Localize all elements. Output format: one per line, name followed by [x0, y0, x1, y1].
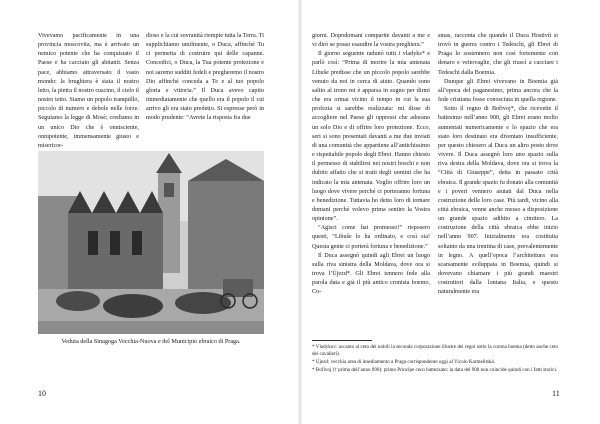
illustration-caption: Veduta della Sinagoga Vecchia-Nuova e del Municipio ebraico di Praga.	[61, 338, 241, 345]
paragraph: smas, racconta che quando il Duca Hostivít si trovò in guerra contro i Tedeschi, gli Ebrei di Praga lo sostennero non così fortemente con denaro e vettovaglie, che gli riuscì a cacciare i Tedeschi dalla Boemia.	[438, 33, 558, 76]
paragraph: Il giorno seguente radunò tutti i vladyks* e parlò così: “Prima di morire la mia antenata Libuše predisse che un piccolo popolo sarebbe venuto da noi in cerca di aiuto. Quando sono salito al trono mi è apparsa in sogno per dirmi che era ormai vicino il tempo in cui la sua profezia si sarebbe realizzata: mi disse di accogliere nel Paese gli oppressi che adorano un solo Dio e di offrire loro protezione. Ecco, seri si sono presentati davanti a me due inviati di una comunità che appartiene all’antichissimo e rispettabile popolo degli Ebrei. Hanno chiesto il permesso di stabilirsi nei nostri boschi e non dubito affatto che si tratti degli uomini che ha indicato la mia antenata. Voglio offrire loro un luogo dove vivere perché ci porteranno fortuna e benedizione. Tuttavia ho detto loro di tornare domani perché volevo prima sentire la Vostra opinione”.	[312, 51, 430, 223]
footnote: * Vladykov: accanto al ceto dei nobili la seconda corporazione illustre dei regni sotto la corona boema (detto anche ceto dei cavalieri).	[312, 344, 558, 358]
page-number: 11	[552, 389, 560, 398]
footnote: * Újezd: vecchia area di insediamento a Praga corrispondente oggi al Vicolo Karmelitská.	[312, 359, 496, 366]
synagogue-engraving-image	[38, 151, 264, 334]
paragraph: Il Duca assegnò quindi agli Ebrei un luogo sulla riva sinistra della Moldava, dove ora si trova l’Újezd*. Gli Ebrei tennero fede alla parola data e già il più antico cronista boemo, Co-	[312, 252, 430, 296]
left-column-2	[146, 32, 264, 124]
footnotes	[312, 340, 558, 375]
paragraph: giorni. Dopodomani comparite davanti a me e vi dirò se posso esaudire la vostra preghiera.”	[312, 33, 430, 49]
right-column-2	[438, 32, 558, 298]
footnote: * Bořivoj († prima dell’anno 890): primo Principe ceco battezzato: la data del 900 non coincide quindi con i fatti storici.	[312, 367, 558, 374]
left-column-1	[38, 32, 139, 151]
paragraph: Sotto il regno di Bořivoj*, che ricevette il battesimo nell’anno 900, gli Ebrei erano molto aumentati numericamente e lo spazio che era stato loro destinato era diventato insufficiente, per questo chiesero al Duca un altro posto dove vivere. Il Duca assegnò loro uno spazio sulla riva destra della Moldava, dove ora si trova la “Città di Giuseppe”, detta in passato città ebraica. Il grande spazio fu donato alla comunità e i poveri vennero aiutati dal Duca nella costruzione delle loro case. Più tardi, vicino alla città ebraica, venne anche messo a disposizione un grande spazio adibito a cimitero. La costruzione della città ebraica ebbe inizio nell’anno 907. Inizialmente era costituita soltanto da una trentina di case, prevalentemente in legno. A quell’epoca l’architettura era scarsamente sviluppata in Boemia, quindi si dovevano chiamare i più grandi maestri costruttori dalla lontana Italia, e questo naturalmente era	[438, 106, 558, 296]
right-column-1	[312, 32, 430, 298]
paragraph: Dunque gli Ebrei vivevano in Boemia già all’epoca del paganesimo, prima ancora che la fede cristiana fosse conosciuta in quella regione.	[438, 78, 558, 104]
paragraph: Vivevamo pacificamente in una provincia moscovita, ma è arrivato un nemico potente che ha conquistato il Paese e ha cacciato gli abitanti. Senza pace, abbiamo attraversato il vasto mondo: la brughiera è stata il nostro letto, la pietra il nostro cuscino, il cielo il nostro tetto. Siamo un popolo tranquillo, piccolo di numero e debole nelle forze. Seguiamo la legge di Mosè; crediamo in un unico Dio che è onnisciente, onnipotente, immensamente giusto e misericor-	[38, 33, 139, 149]
paragraph: “Agisci come hai promesso!” risposero questi, “Libuše lo ha ordinato, e così sia! Questa gente ci porterà fortuna e benedizione.”	[312, 225, 430, 250]
paragraph: dioso e la cui sovranità riempie tutta la Terra. Ti supplichiamo umilmente, o Duca, affinché Tu ci permetta di costruire qui delle capanne. Concedici, o Duca, la Tua potente protezione e noi saremo sudditi fedeli e pregheremo il nostro Dio affinché conceda a Te e al tuo popolo gloria e vittoria.” Il Duca avevo capito immediatamente che quello era il popolo il cui arrivo gli era stato predetto. Si espresse però in modo prudente: “Avrete la risposta fra due	[146, 33, 264, 122]
page-number: 10	[38, 389, 46, 398]
synagogue-illustration	[38, 151, 264, 334]
right-page	[300, 0, 600, 424]
footnote-rule	[312, 340, 372, 341]
